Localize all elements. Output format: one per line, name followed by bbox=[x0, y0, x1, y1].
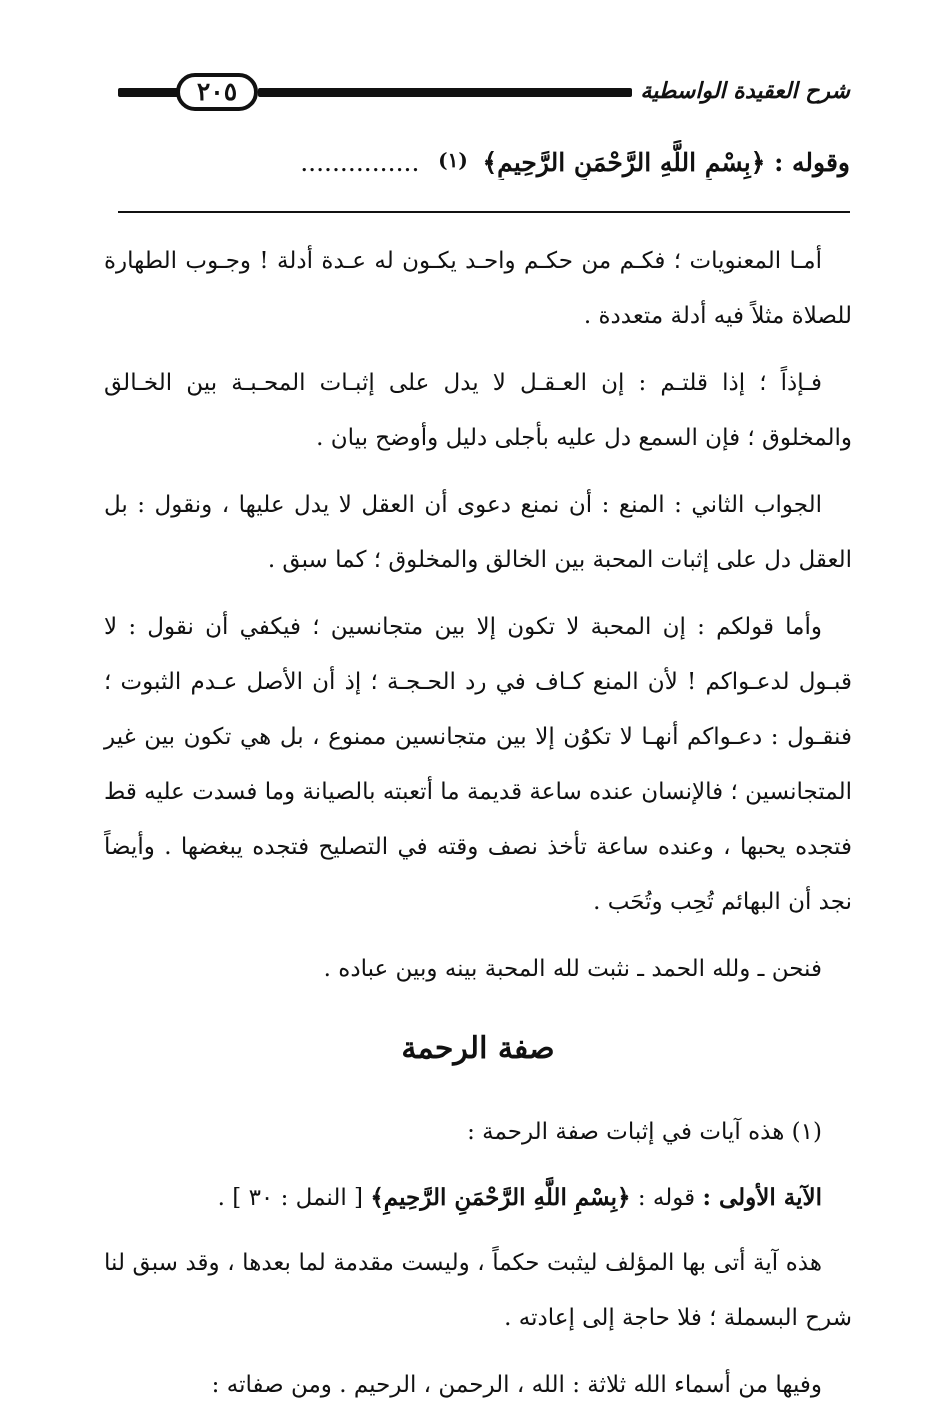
ayah-line bbox=[104, 1170, 852, 1226]
paragraph: فنحن ـ ولله الحمد ـ نثبت لله المحبة بينه وبين عباده . bbox=[323, 956, 822, 982]
paragraph: الجواب الثاني : المنع : أن نمنع دعوى أن العقل لا يدل عليها ، ونقول : بل العقل دل على إثبات المحبة بين الخالق والمخلوق ؛ كما سبق . bbox=[104, 492, 852, 573]
header-rule-right bbox=[258, 88, 632, 97]
section-heading: صفة الرحمة bbox=[401, 1031, 555, 1066]
ayah-reference: [ النمل : ٣٠ ] . bbox=[217, 1185, 364, 1211]
commentary-paragraph: وفيها من أسماء الله ثلاثة : الله ، الرحمن ، الرحيم . ومن صفاته : bbox=[211, 1372, 822, 1398]
ayah-lead: قوله : bbox=[637, 1185, 696, 1211]
page-number: ٢٠٥ bbox=[176, 73, 258, 111]
commentary-paragraph: هذه آية أتى بها المؤلف ليثبت حكماً ، وليست مقدمة لما بعدها ، وقد سبق لنا شرح البسملة ؛ فلا حاجة إلى إعادته . bbox=[104, 1250, 852, 1331]
paragraph: وأما قولكم : إن المحبة لا تكون إلا بين متجانسين ؛ فيكفي أن نقول : لا قبـول لدعـواكم ! لأن المنع كـاف في رد الحـجـة ؛ إذ أن الأصل عـدم الثبوت ؛ فنقـول : دعـواكم أنهـا لا تكوُن إلا بين متجانسين ممنوع ، بل هي تكون بين غير المتجانسين ؛ فالإنسان عنده ساعة قديمة ما أتعبته بالصيانة وما فسدت عليه قط فتجده يحبها ، وعنده ساعة تأخذ نصف وقته في التصليح فتجده يبغضها . وأيضاً نجد أن البهائم تُحِب وتُحَب . bbox=[104, 614, 852, 915]
footnote-marker: (١) bbox=[438, 148, 468, 172]
paragraph: فـإذاً ؛ إذا قلتـم : إن العـقـل لا يدل على إثبـات المحـبـة بين الخـالق والمخلوق ؛ فإن السمع دل عليه بأجلى دليل وأوضح بيان . bbox=[104, 370, 852, 451]
ayah-label: الآية الأولى : bbox=[702, 1184, 822, 1211]
body-text bbox=[104, 234, 852, 1425]
header-rule-left bbox=[118, 88, 180, 97]
verse-lead: وقوله : bbox=[774, 148, 850, 177]
footnote-separator-rule bbox=[118, 211, 850, 213]
book-title: شرح العقيدة الواسطية bbox=[640, 78, 850, 104]
verse-text: ﴿بِسْمِ اللَّهِ الرَّحْمَنِ الرَّحِيمِ﴾ bbox=[482, 148, 766, 177]
ayah-text: ﴿بِسْمِ اللَّهِ الرَّحْمَنِ الرَّحِيمِ﴾ bbox=[370, 1184, 631, 1211]
dot-leader: ............... bbox=[300, 148, 420, 177]
paragraph: أمـا المعنويات ؛ فكـم من حكـم واحـد يكـون له عـدة أدلة ! وجـوب الطهارة للصلاة مثلاً فيه أدلة متعددة . bbox=[104, 248, 852, 329]
footnote-intro: (١) هذه آيات في إثبات صفة الرحمة : bbox=[467, 1119, 822, 1145]
verse-line bbox=[118, 140, 850, 180]
